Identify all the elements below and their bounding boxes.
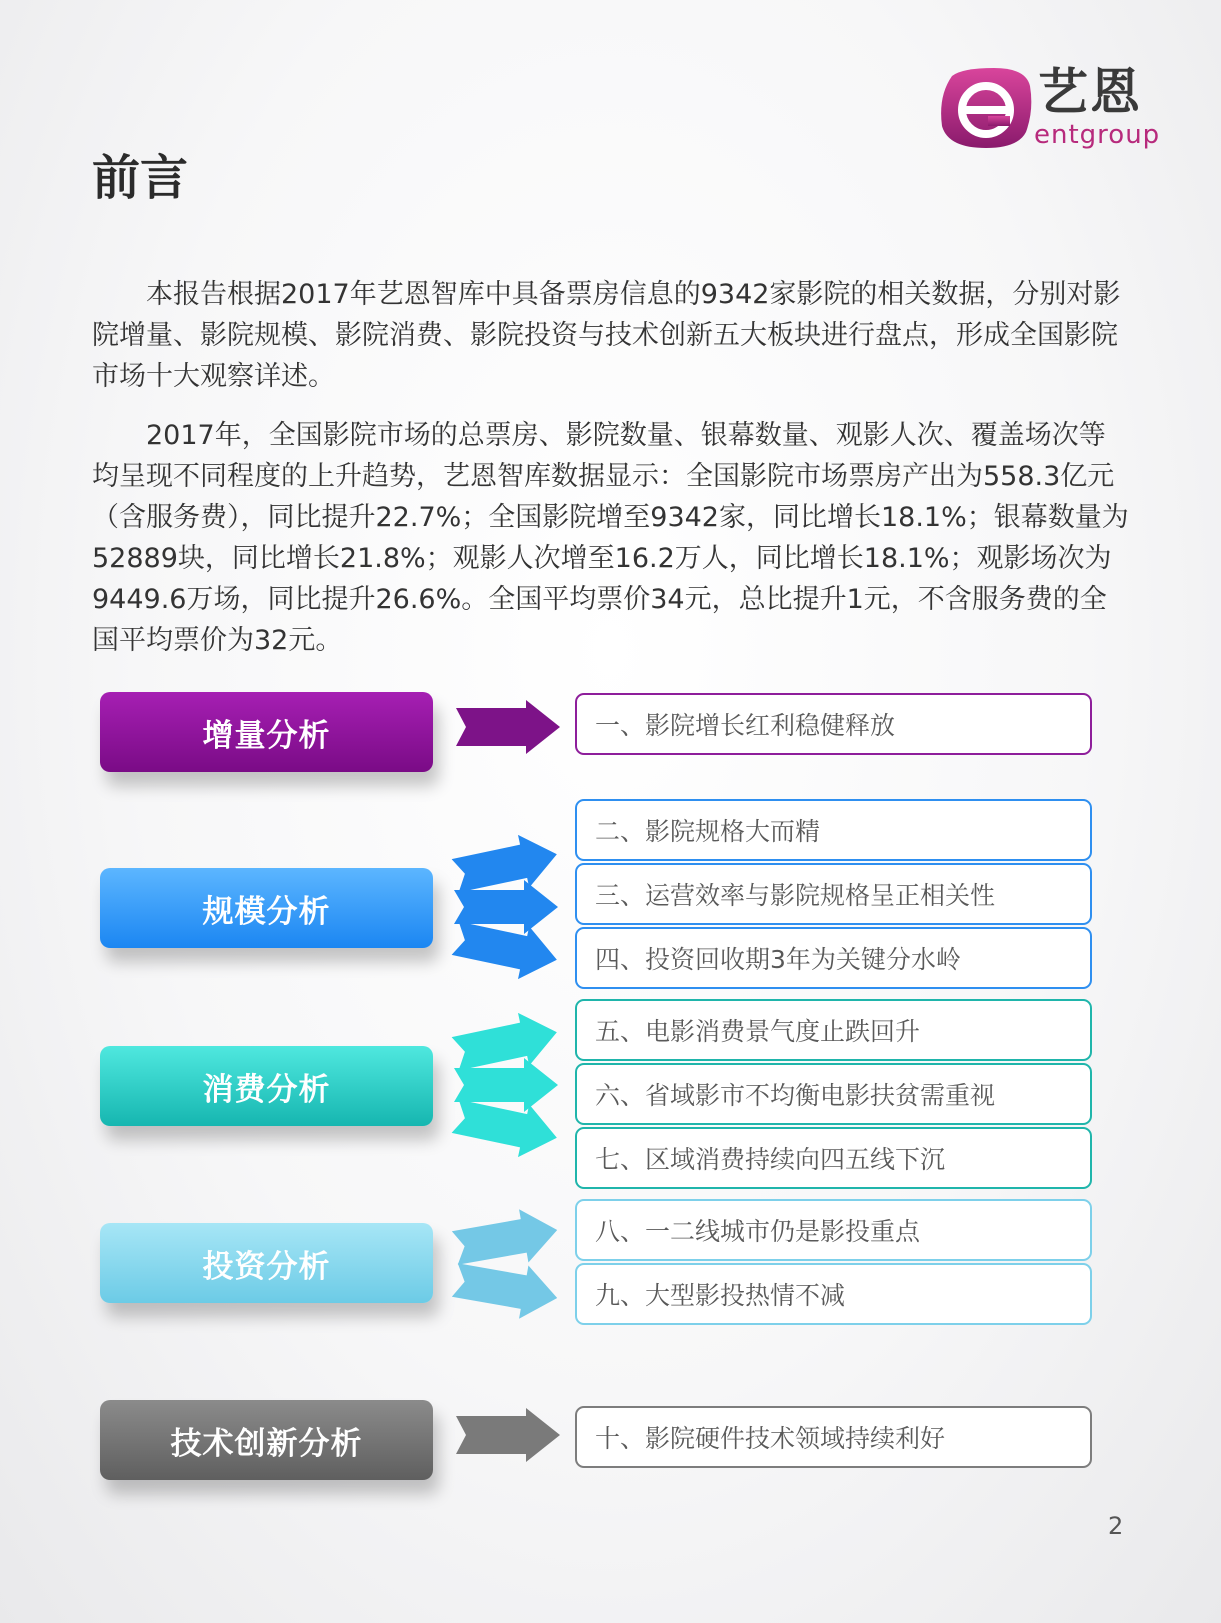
arrow-right-icon xyxy=(456,700,560,754)
observation-item-1: 一、影院增长红利稳健释放 xyxy=(575,693,1092,755)
observation-item-6: 六、省域影市不均衡电影扶贫需重视 xyxy=(575,1063,1092,1125)
intro-paragraph: 本报告根据2017年艺恩智库中具备票房信息的9342家影院的相关数据，分别对影院增量、影院规模、影院消费、影院投资与技术创新五大板块进行盘点，形成全国影院市场十大观察详述。 xyxy=(92,279,1121,392)
observation-item-7: 七、区域消费持续向四五线下沉 xyxy=(575,1127,1092,1189)
observation-item-3: 三、运营效率与影院规格呈正相关性 xyxy=(575,863,1092,925)
logo-chinese-text: 艺恩 xyxy=(1038,63,1142,121)
entgroup-logo-icon xyxy=(938,66,1034,150)
category-tech-innovation-analysis: 技术创新分析 xyxy=(100,1400,433,1480)
observation-item-2: 二、影院规格大而精 xyxy=(575,799,1092,861)
logo-english-text: entgroup xyxy=(1034,120,1161,150)
observation-item-9: 九、大型影投热情不减 xyxy=(575,1263,1092,1325)
page-number: 2 xyxy=(1108,1512,1124,1540)
category-consumption-analysis: 消费分析 xyxy=(100,1046,433,1126)
observation-item-4: 四、投资回收期3年为关键分水岭 xyxy=(575,927,1092,989)
entgroup-logo xyxy=(938,62,1174,154)
category-scale-analysis: 规模分析 xyxy=(100,868,433,948)
observation-item-10: 十、影院硬件技术领域持续利好 xyxy=(575,1406,1092,1468)
observation-item-8: 八、一二线城市仍是影投重点 xyxy=(575,1199,1092,1261)
summary-paragraph: 2017年，全国影院市场的总票房、影院数量、银幕数量、观影人次、覆盖场次等均呈现不同程度的上升趋势，艺恩智库数据显示：全国影院市场票房产出为558.3亿元（含服务费），同比提升22.7%；全国影院增至9342家，同比增长18.1%；银幕数量为52889块，同比增长21.8%；观影人次增至16.2万人，同比增长18.1%；观影场次为9449.6万场，同比提升26.6%。全国平均票价34元，总比提升1元，不含服务费的全国平均票价为32元。 xyxy=(92,420,1129,656)
observation-item-5: 五、电影消费景气度止跌回升 xyxy=(575,999,1092,1061)
category-increment-analysis: 增量分析 xyxy=(100,692,433,772)
page-title: 前言 xyxy=(92,150,189,206)
arrow-right-icon xyxy=(456,1408,560,1462)
arrow-down-right-icon xyxy=(450,1253,562,1324)
category-investment-analysis: 投资分析 xyxy=(100,1223,433,1303)
